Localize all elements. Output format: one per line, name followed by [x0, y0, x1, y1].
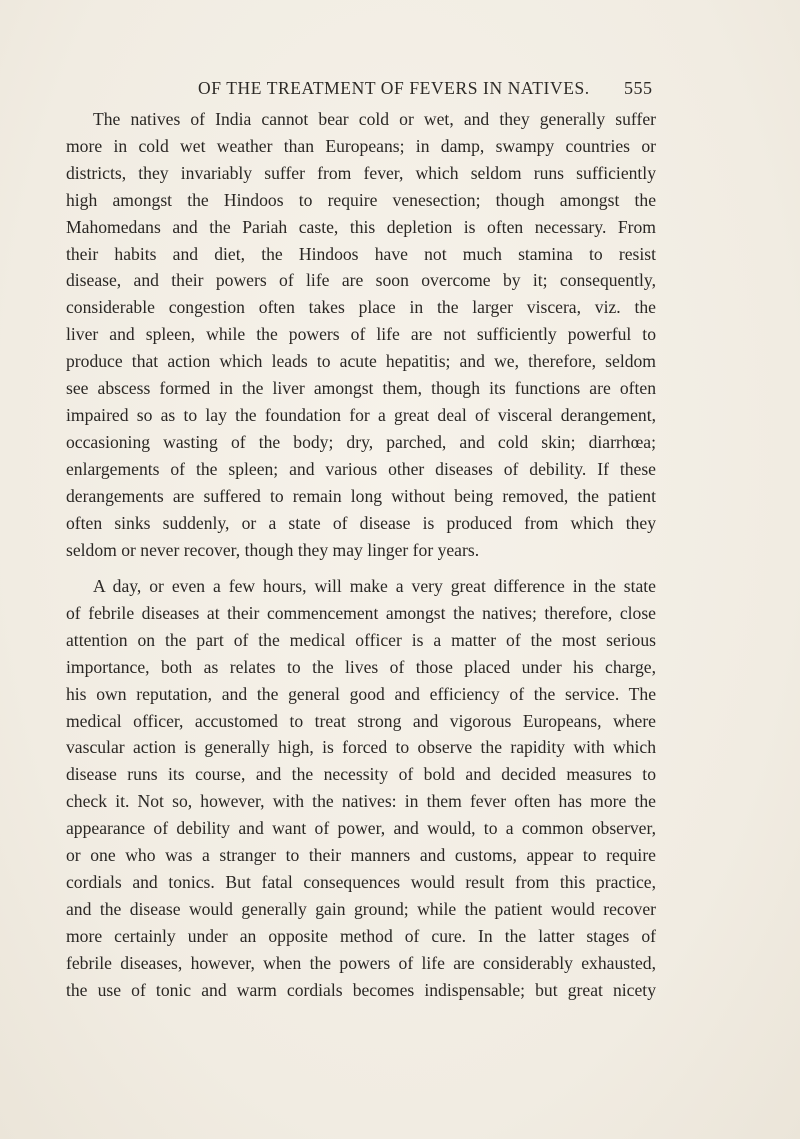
text-line: enlargements of the spleen; and various other diseases of debility. If these	[66, 458, 656, 479]
text-line: see abscess formed in the liver amongst them, though its functions are often	[66, 378, 656, 399]
text-line: more certainly under an opposite method of cure. In the latter stages of	[66, 925, 656, 946]
text-line: more in cold wet weather than Europeans; in damp, swampy countries or	[66, 135, 656, 156]
text-line: derangements are suffered to remain long without being removed, the patient	[66, 485, 656, 506]
text-line: importance, both as relates to the lives of those placed under his charge,	[66, 656, 656, 677]
text-line: the use of tonic and warm cordials becomes indispensable; but great nicety	[66, 979, 656, 1000]
paragraph-1	[66, 106, 656, 563]
text-line: disease runs its course, and the necessity of bold and decided measures to	[66, 764, 656, 785]
text-line: liver and spleen, while the powers of life are not sufficiently powerful to	[66, 324, 656, 345]
text-line: vascular action is generally high, is forced to observe the rapidity with which	[66, 737, 656, 758]
text-line: often sinks suddenly, or a state of disease is produced from which they	[66, 512, 656, 533]
text-line: districts, they invariably suffer from fever, which seldom runs sufficiently	[66, 162, 656, 183]
text-line: produce that action which leads to acute hepatitis; and we, therefore, seldom	[66, 351, 656, 372]
running-title: OF THE TREATMENT OF FEVERS IN NATIVES.	[198, 78, 590, 98]
text-line: seldom or never recover, though they may linger for years.	[66, 539, 480, 560]
text-line: their habits and diet, the Hindoos have not much stamina to resist	[66, 243, 656, 264]
text-line: occasioning wasting of the body; dry, parched, and cold skin; diarrhœa;	[66, 431, 656, 452]
text-line: considerable congestion often takes place in the larger viscera, viz. the	[66, 297, 656, 318]
text-line: check it. Not so, however, with the natives: in them fever often has more the	[66, 791, 656, 812]
page-number: 555	[624, 78, 653, 98]
text-line: disease, and their powers of life are soon overcome by it; consequently,	[66, 270, 656, 291]
text-line: impaired so as to lay the foundation for a great deal of visceral derangement,	[66, 404, 656, 425]
text-line: high amongst the Hindoos to require venesection; though amongst the	[66, 189, 656, 210]
text-line: cordials and tonics. But fatal consequences would result from this practice,	[66, 871, 656, 892]
text-line: attention on the part of the medical officer is a matter of the most serious	[66, 629, 656, 650]
text-line: his own reputation, and the general good and efficiency of the service. The	[66, 683, 656, 704]
text-line: or one who was a stranger to their manners and customs, appear to require	[66, 845, 656, 866]
text-line: A day, or even a few hours, will make a very great difference in the state	[93, 576, 656, 596]
text-line: Mahomedans and the Pariah caste, this depletion is often necessary. From	[66, 216, 656, 237]
text-line: of febrile diseases at their commencement amongst the natives; therefore, close	[66, 602, 656, 623]
text-line: appearance of debility and want of power, and would, to a common observer,	[66, 818, 656, 839]
text-line: febrile diseases, however, when the powers of life are considerably exhausted,	[66, 952, 656, 973]
text-line: medical officer, accustomed to treat strong and vigorous Europeans, where	[66, 710, 656, 731]
text-line: The natives of India cannot bear cold or wet, and they generally suffer	[93, 109, 656, 129]
text-line: and the disease would generally gain ground; while the patient would recover	[66, 898, 656, 919]
paragraph-2	[66, 573, 656, 1004]
